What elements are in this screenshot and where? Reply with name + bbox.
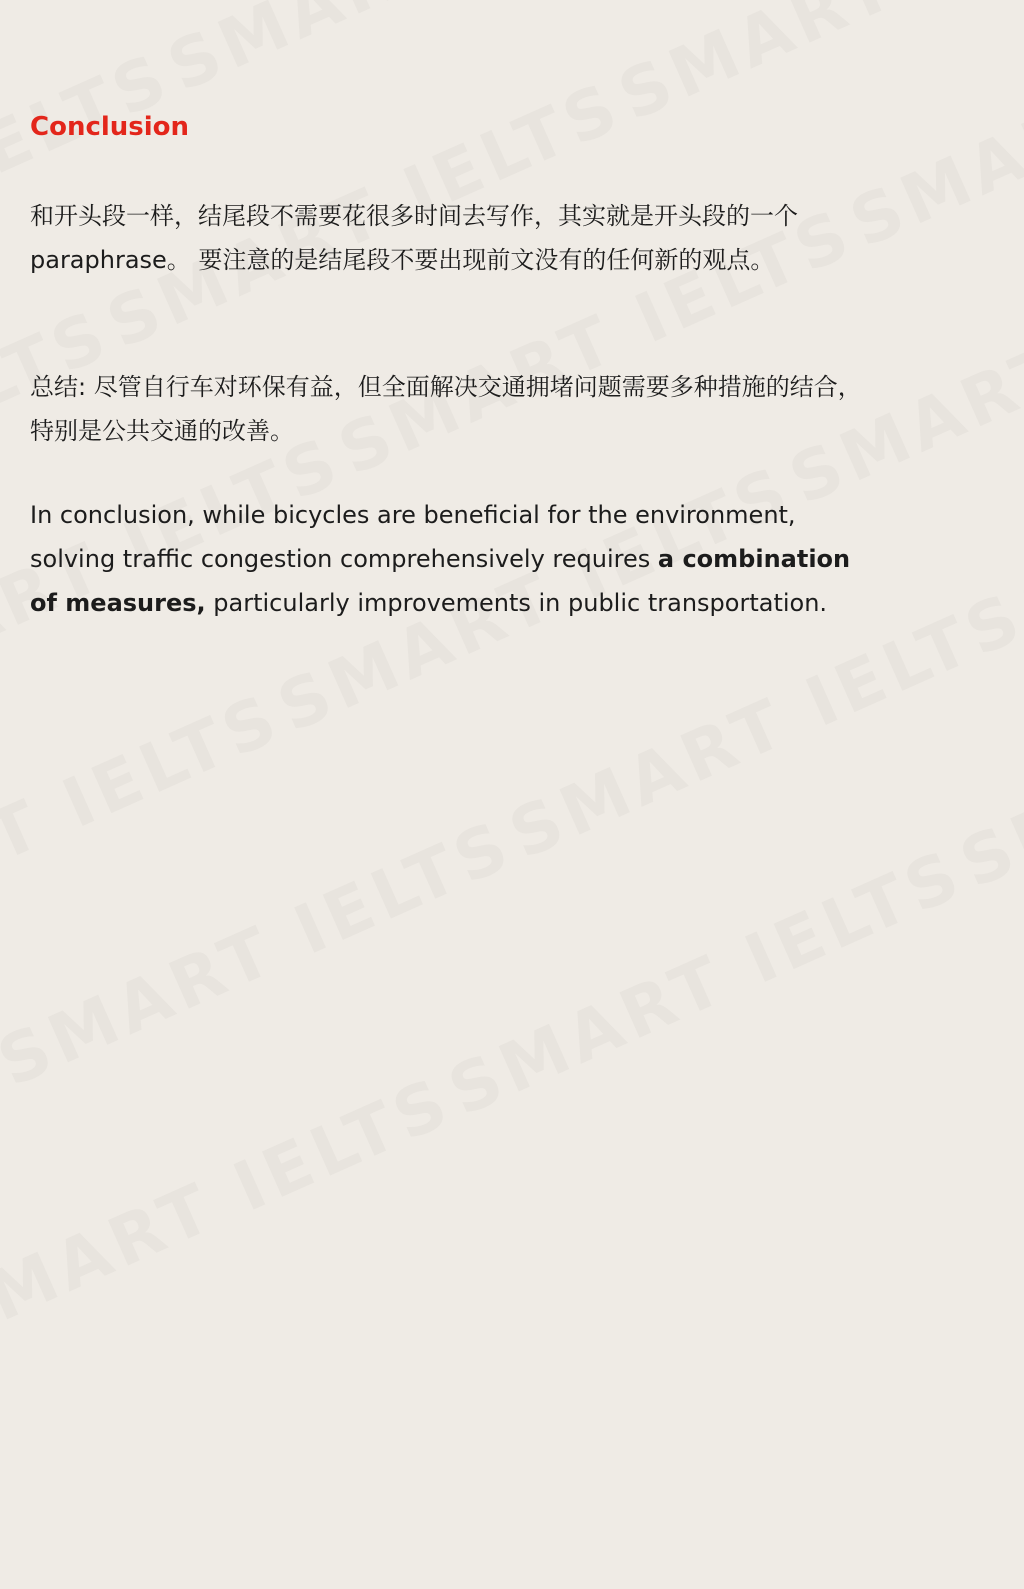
summary-line-2: 特别是公共交通的改善。 [30,417,294,445]
conclusion-line-3-text: particularly improvements in public transportation. [205,589,828,617]
watermark-text [0,805,525,1102]
watermark-text [0,38,183,335]
bold-phrase-part-2: of measures, [30,589,206,617]
bold-phrase-part-1: a combination [657,545,851,573]
english-conclusion-paragraph [30,493,980,625]
watermark-text [157,0,695,108]
watermark-text [438,835,976,1132]
watermark-text [0,679,293,976]
intro-paragraph [30,194,950,282]
conclusion-line-2-text: solving traffic congestion comprehensively requires [30,545,658,573]
summary-line-1: 总结: 尽管自行车对环保有益，但全面解决交通拥堵问题需要多种措施的结合， [30,373,862,401]
watermark-text [0,1062,464,1359]
intro-line-2: paraphrase。 要注意的是结尾段不要出现前文没有的任何新的观点。 [30,246,775,274]
watermark-text [608,0,1024,137]
intro-line-1: 和开头段一样，结尾段不需要花很多时间去写作，其实就是开头段的一个 [30,202,798,230]
chinese-summary-paragraph [30,365,985,453]
watermark-text [949,607,1024,904]
watermark-text [1010,350,1024,647]
conclusion-line-1: In conclusion, while bicycles are beneficial for the environment, [30,501,796,529]
section-heading: Conclusion [30,112,190,142]
